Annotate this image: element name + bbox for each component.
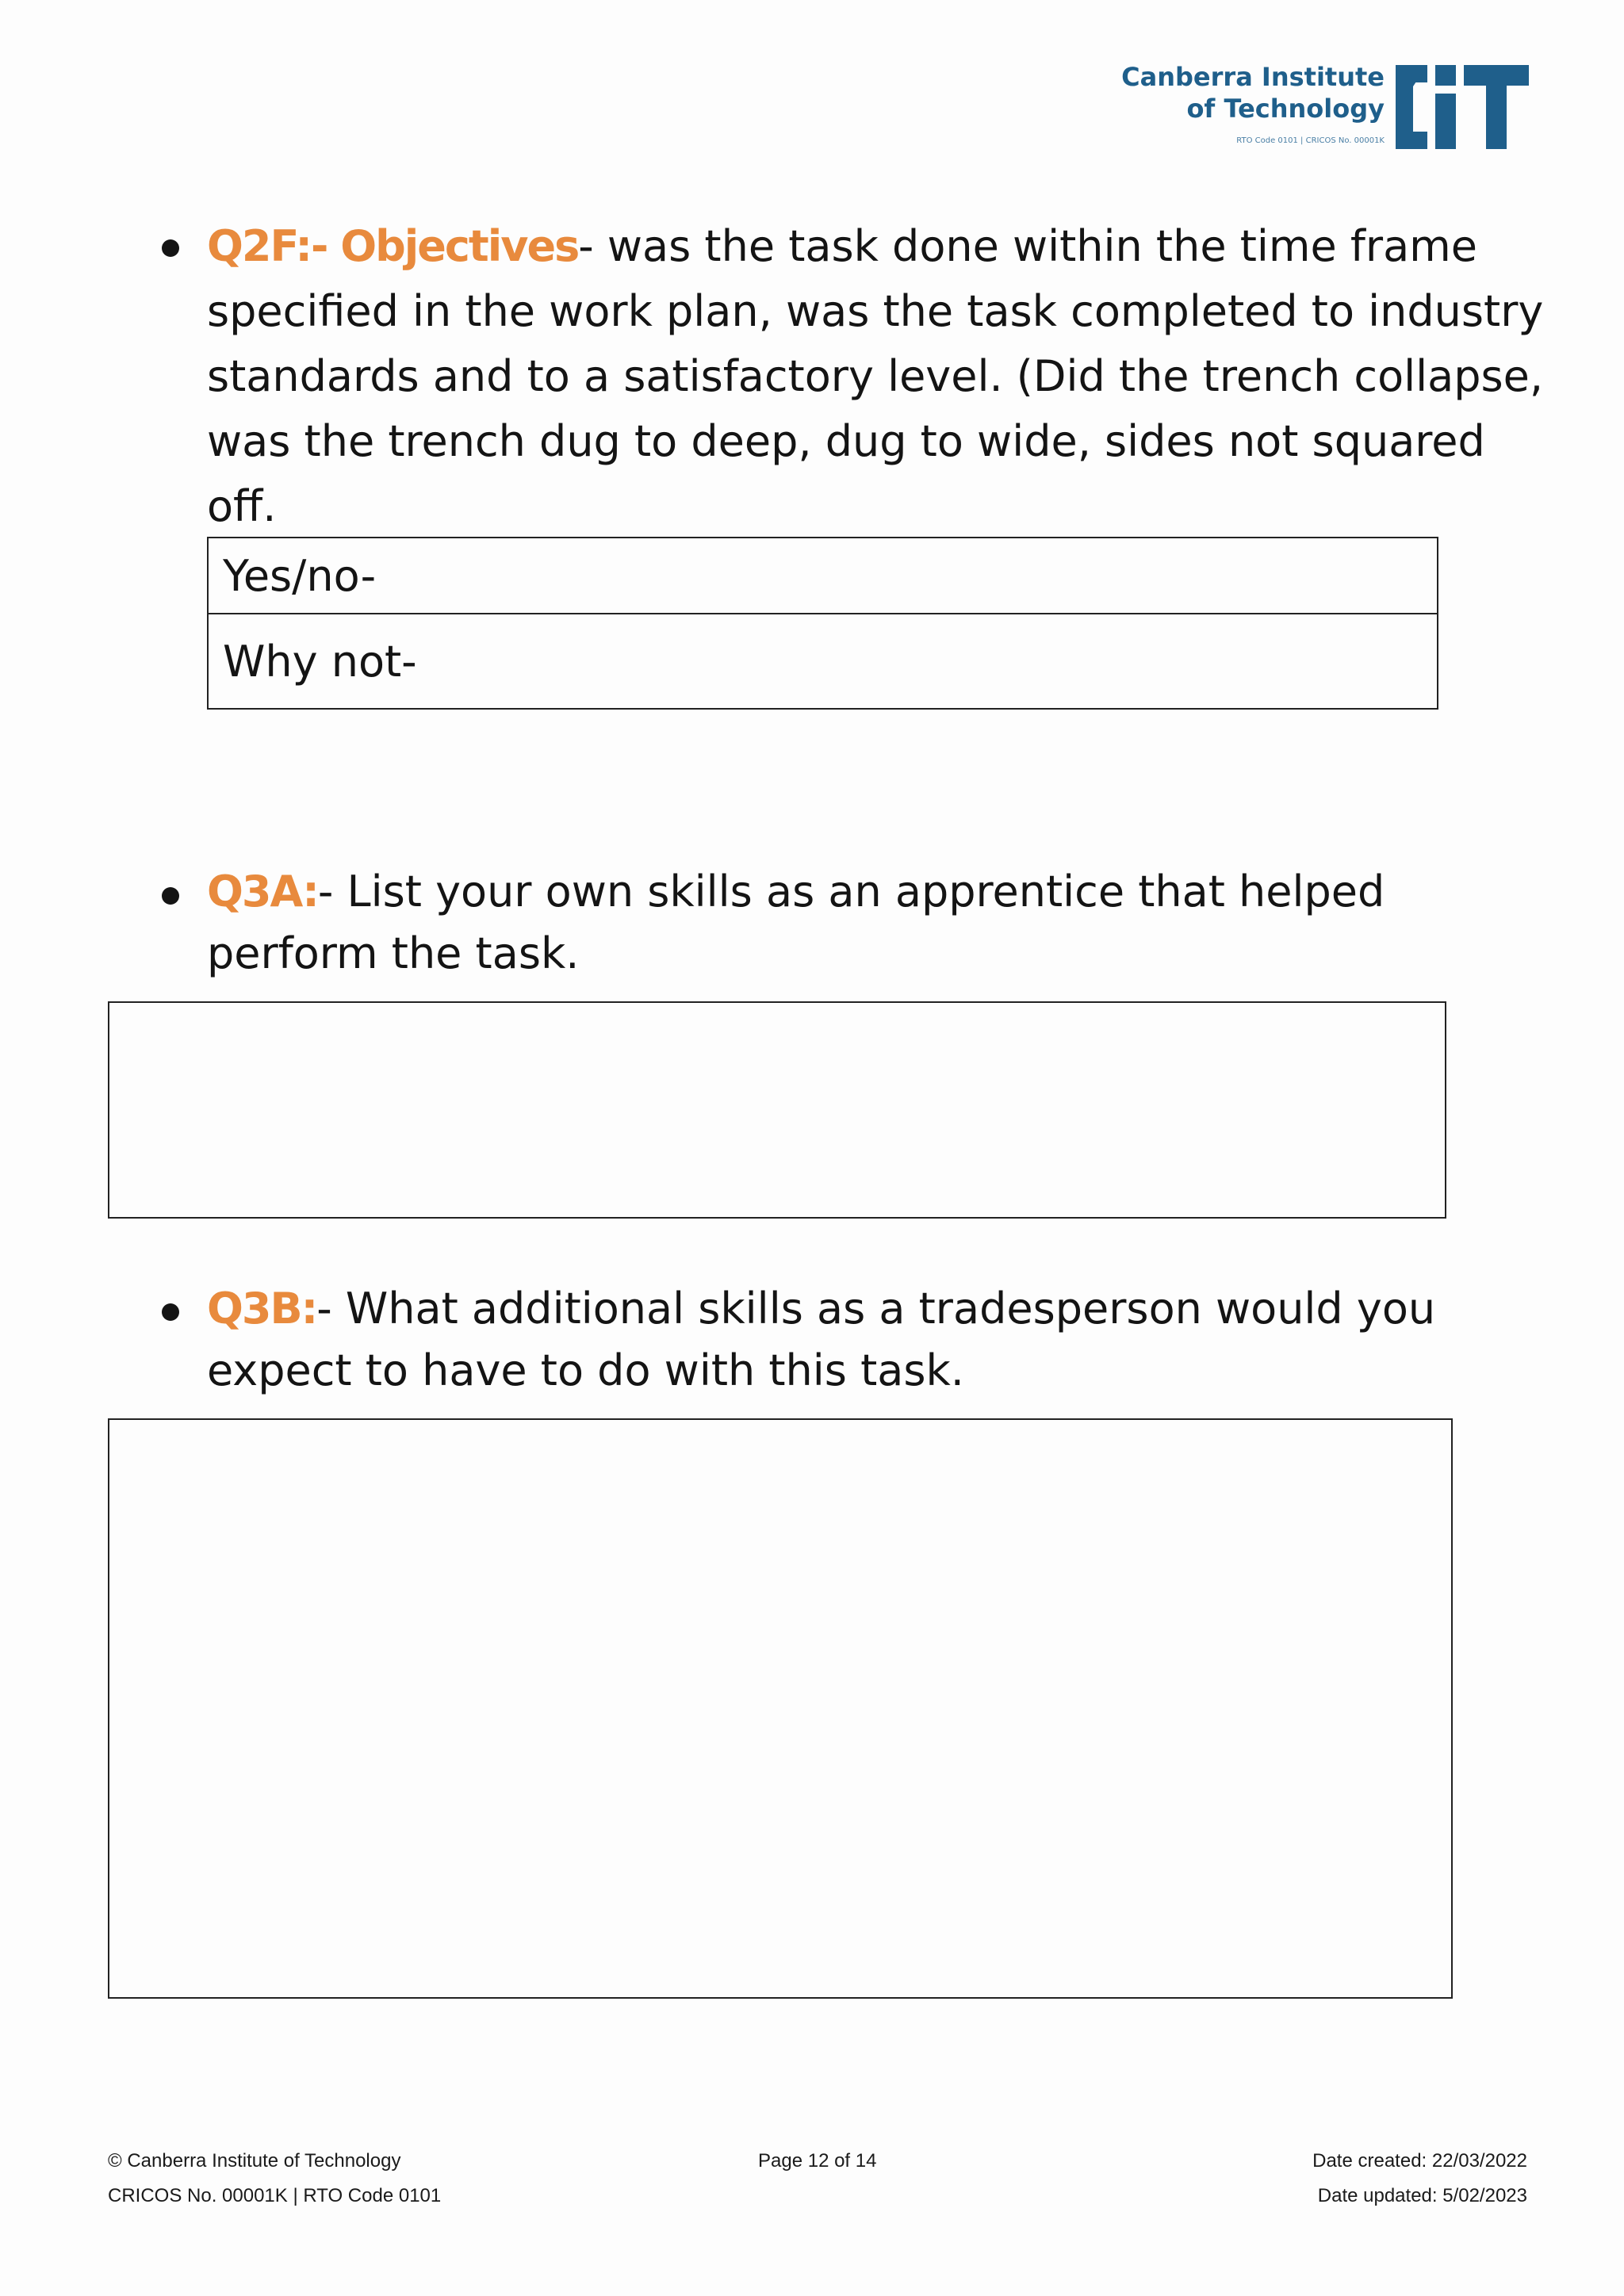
q3b-label: Q3B:	[207, 1284, 317, 1334]
footer-cricos: CRICOS No. 00001K | RTO Code 0101	[108, 2185, 442, 2206]
q3a-label: Q3A:	[207, 867, 318, 916]
bullet-q3b	[162, 1303, 179, 1321]
logo-title-line1: Canberra Institute	[1121, 62, 1385, 92]
yes-no-field[interactable]: Yes/no-	[208, 538, 1438, 614]
question-q3a	[207, 861, 1547, 985]
q2f-text: - was the task done within the time frame specified in the work plan, was the task completed to industry standards and to a satisfactory level. (Did the trench collapse, was the trench dug to deep, dug to wide, sides not squared off.	[207, 221, 1544, 531]
footer-date-updated: Date updated: 5/02/2023	[1317, 2185, 1527, 2206]
question-q3b	[207, 1278, 1547, 1402]
footer-copyright: © Canberra Institute of Technology	[108, 2150, 401, 2172]
cit-logo-icon	[1396, 65, 1529, 149]
logo-title-line2: of Technology	[1186, 94, 1385, 124]
q2f-answer-table	[207, 537, 1438, 710]
why-not-field[interactable]: Why not-	[208, 614, 1438, 709]
bullet-q2f	[162, 239, 179, 257]
footer-date-created: Date created: 22/03/2022	[1312, 2150, 1527, 2172]
q2f-label: Q2F:- Objectives	[207, 221, 579, 271]
q3a-answer-box[interactable]	[108, 1001, 1446, 1219]
footer-page-number: Page 12 of 14	[758, 2150, 877, 2172]
question-q2f	[207, 214, 1547, 539]
q3b-answer-box[interactable]	[108, 1418, 1453, 1999]
q3a-text: - List your own skills as an apprentice that helped perform the task.	[207, 867, 1385, 978]
logo-subtitle: RTO Code 0101 | CRICOS No. 00001K	[1236, 136, 1385, 145]
q3b-text: - What additional skills as a tradesperson would you expect to have to do with this task.	[207, 1284, 1436, 1395]
bullet-q3a	[162, 887, 179, 905]
